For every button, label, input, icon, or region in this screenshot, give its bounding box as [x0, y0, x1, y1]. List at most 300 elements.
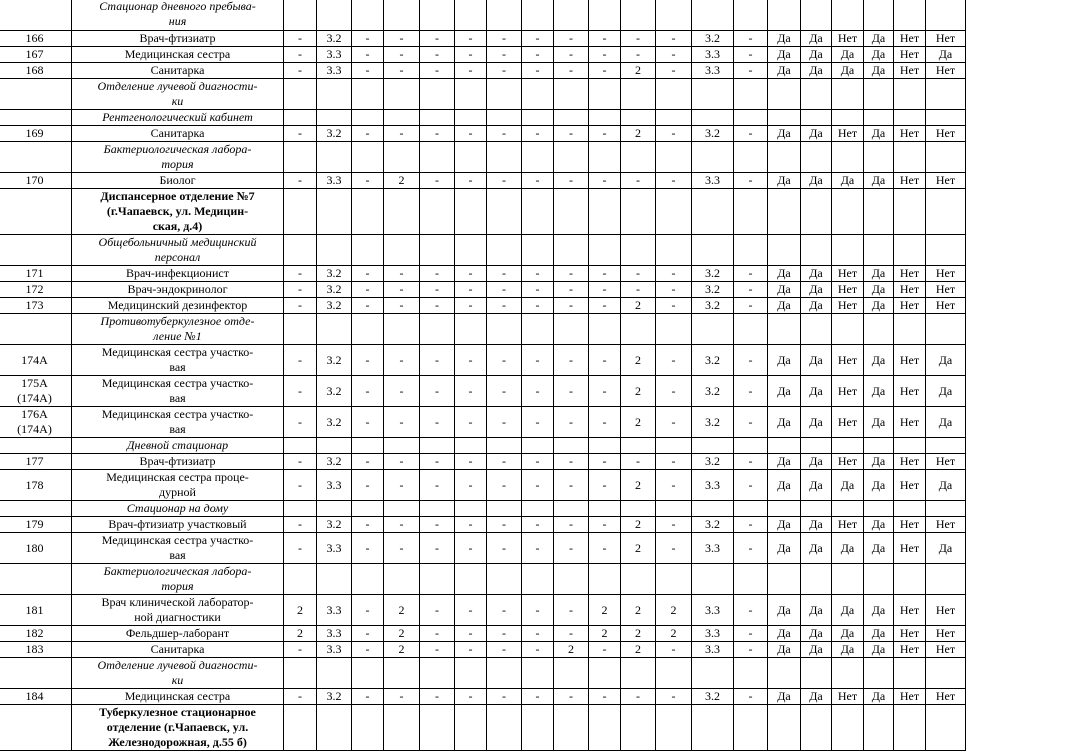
value-cell: 2 — [384, 642, 420, 658]
position-name-cell: Врач-фтизиатр — [72, 454, 284, 470]
value-cell: Да — [768, 517, 801, 533]
empty-cell — [522, 235, 554, 266]
value-cell: Да — [864, 173, 894, 189]
row-number-cell — [0, 142, 72, 173]
value-cell: - — [487, 595, 522, 626]
empty-cell — [734, 438, 768, 454]
empty-cell — [864, 564, 894, 595]
value-cell: - — [522, 470, 554, 501]
value-cell: 3.3 — [317, 173, 352, 189]
value-cell: - — [522, 47, 554, 63]
section-row — [0, 189, 966, 235]
row-number-cell — [0, 501, 72, 517]
empty-cell — [554, 235, 589, 266]
value-cell: Нет — [926, 63, 966, 79]
empty-cell — [420, 235, 455, 266]
value-cell: - — [589, 173, 621, 189]
position-name-cell: Фельдшер-лаборант — [72, 626, 284, 642]
empty-cell — [384, 79, 420, 110]
row-number-cell: 179 — [0, 517, 72, 533]
value-cell: 2 — [621, 470, 656, 501]
table-row — [0, 63, 966, 79]
value-cell: Нет — [926, 642, 966, 658]
value-cell: - — [384, 31, 420, 47]
value-cell: 3.3 — [692, 595, 734, 626]
table-row — [0, 345, 966, 376]
empty-cell — [420, 110, 455, 126]
value-cell: - — [284, 266, 317, 282]
value-cell: - — [554, 47, 589, 63]
value-cell: - — [487, 266, 522, 282]
value-cell: - — [352, 454, 384, 470]
value-cell: 3.2 — [317, 454, 352, 470]
value-cell: - — [384, 470, 420, 501]
value-cell: 3.2 — [692, 345, 734, 376]
empty-cell — [734, 79, 768, 110]
value-cell: - — [487, 126, 522, 142]
value-cell: 2 — [621, 407, 656, 438]
row-number-cell: 183 — [0, 642, 72, 658]
row-number-cell: 177 — [0, 454, 72, 470]
value-cell: - — [656, 470, 692, 501]
empty-cell — [455, 110, 487, 126]
value-cell: - — [734, 31, 768, 47]
empty-cell — [864, 0, 894, 31]
value-cell: Нет — [894, 533, 926, 564]
value-cell: - — [554, 517, 589, 533]
value-cell: Нет — [894, 454, 926, 470]
empty-cell — [284, 79, 317, 110]
position-name-cell: Медицинская сестра проце- дурной — [72, 470, 284, 501]
value-cell: Да — [801, 626, 832, 642]
empty-cell — [284, 438, 317, 454]
value-cell: - — [420, 298, 455, 314]
empty-cell — [621, 79, 656, 110]
table-row — [0, 282, 966, 298]
row-number-cell — [0, 705, 72, 751]
value-cell: Нет — [926, 173, 966, 189]
empty-cell — [455, 142, 487, 173]
value-cell: 3.3 — [692, 47, 734, 63]
value-cell: - — [352, 345, 384, 376]
empty-cell — [864, 438, 894, 454]
value-cell: - — [284, 63, 317, 79]
empty-cell — [656, 438, 692, 454]
value-cell: 3.3 — [692, 642, 734, 658]
value-cell: - — [589, 282, 621, 298]
table-row — [0, 266, 966, 282]
empty-cell — [487, 79, 522, 110]
empty-cell — [554, 438, 589, 454]
value-cell: Да — [768, 595, 801, 626]
value-cell: Нет — [894, 470, 926, 501]
table-row — [0, 689, 966, 705]
position-name-cell: Врач-фтизиатр — [72, 31, 284, 47]
subsection-heading-cell: Отделение лучевой диагности- ки — [72, 658, 284, 689]
value-cell: 3.3 — [317, 63, 352, 79]
empty-cell — [621, 0, 656, 31]
value-cell: - — [352, 626, 384, 642]
value-cell: - — [554, 533, 589, 564]
empty-cell — [522, 189, 554, 235]
value-cell: Да — [768, 407, 801, 438]
empty-cell — [554, 658, 589, 689]
value-cell: Да — [864, 626, 894, 642]
value-cell: - — [656, 47, 692, 63]
empty-cell — [768, 110, 801, 126]
value-cell: - — [656, 345, 692, 376]
value-cell: Да — [926, 345, 966, 376]
value-cell: 2 — [284, 626, 317, 642]
value-cell: 2 — [284, 595, 317, 626]
value-cell: 2 — [589, 626, 621, 642]
empty-cell — [589, 705, 621, 751]
empty-cell — [801, 142, 832, 173]
value-cell: - — [455, 266, 487, 282]
empty-cell — [455, 501, 487, 517]
row-number-cell — [0, 110, 72, 126]
empty-cell — [384, 658, 420, 689]
empty-cell — [420, 658, 455, 689]
section-row — [0, 314, 966, 345]
empty-cell — [317, 658, 352, 689]
empty-cell — [554, 314, 589, 345]
empty-cell — [455, 0, 487, 31]
empty-cell — [692, 235, 734, 266]
value-cell: - — [522, 282, 554, 298]
value-cell: - — [487, 31, 522, 47]
table-row — [0, 407, 966, 438]
value-cell: - — [420, 407, 455, 438]
value-cell: Нет — [926, 126, 966, 142]
value-cell: - — [455, 282, 487, 298]
empty-cell — [734, 564, 768, 595]
value-cell: 2 — [621, 298, 656, 314]
value-cell: Да — [801, 63, 832, 79]
value-cell: - — [384, 454, 420, 470]
empty-cell — [621, 189, 656, 235]
value-cell: 2 — [621, 626, 656, 642]
row-number-cell — [0, 564, 72, 595]
empty-cell — [926, 705, 966, 751]
empty-cell — [384, 314, 420, 345]
value-cell: Да — [864, 454, 894, 470]
empty-cell — [832, 235, 864, 266]
position-name-cell: Медицинская сестра участко- вая — [72, 407, 284, 438]
empty-cell — [621, 564, 656, 595]
row-number-cell: 178 — [0, 470, 72, 501]
empty-cell — [926, 110, 966, 126]
value-cell: - — [656, 266, 692, 282]
row-number-cell: 166 — [0, 31, 72, 47]
value-cell: - — [455, 47, 487, 63]
value-cell: Да — [832, 63, 864, 79]
empty-cell — [894, 438, 926, 454]
position-name-cell: Медицинская сестра — [72, 689, 284, 705]
empty-cell — [589, 314, 621, 345]
value-cell: 2 — [656, 595, 692, 626]
value-cell: - — [734, 517, 768, 533]
empty-cell — [420, 501, 455, 517]
table-row — [0, 626, 966, 642]
empty-cell — [352, 189, 384, 235]
value-cell: - — [352, 173, 384, 189]
empty-cell — [894, 79, 926, 110]
value-cell: Нет — [832, 298, 864, 314]
value-cell: 3.3 — [317, 533, 352, 564]
empty-cell — [589, 110, 621, 126]
value-cell: - — [554, 454, 589, 470]
value-cell: Да — [864, 595, 894, 626]
empty-cell — [522, 142, 554, 173]
empty-cell — [384, 142, 420, 173]
empty-cell — [768, 235, 801, 266]
value-cell: 2 — [589, 595, 621, 626]
value-cell: - — [352, 282, 384, 298]
row-number-cell: 180 — [0, 533, 72, 564]
empty-cell — [864, 189, 894, 235]
value-cell: Да — [864, 642, 894, 658]
value-cell: Да — [801, 407, 832, 438]
value-cell: 3.2 — [317, 517, 352, 533]
value-cell: - — [284, 126, 317, 142]
value-cell: Да — [768, 454, 801, 470]
empty-cell — [420, 0, 455, 31]
empty-cell — [554, 501, 589, 517]
empty-cell — [926, 0, 966, 31]
value-cell: - — [352, 642, 384, 658]
value-cell: Да — [768, 266, 801, 282]
value-cell: 3.3 — [317, 470, 352, 501]
empty-cell — [832, 189, 864, 235]
row-number-cell: 167 — [0, 47, 72, 63]
empty-cell — [894, 142, 926, 173]
value-cell: - — [384, 63, 420, 79]
value-cell: - — [487, 47, 522, 63]
value-cell: 3.3 — [692, 63, 734, 79]
section-row — [0, 438, 966, 454]
empty-cell — [692, 189, 734, 235]
empty-cell — [352, 0, 384, 31]
empty-cell — [926, 501, 966, 517]
value-cell: Нет — [926, 298, 966, 314]
value-cell: - — [656, 63, 692, 79]
value-cell: - — [455, 689, 487, 705]
empty-cell — [284, 564, 317, 595]
value-cell: - — [352, 63, 384, 79]
empty-cell — [656, 79, 692, 110]
empty-cell — [621, 235, 656, 266]
empty-cell — [317, 564, 352, 595]
value-cell: 3.2 — [692, 689, 734, 705]
table-row — [0, 517, 966, 533]
value-cell: - — [554, 298, 589, 314]
value-cell: Нет — [894, 298, 926, 314]
empty-cell — [734, 0, 768, 31]
subsection-heading-cell: Бактериологическая лабора- тория — [72, 564, 284, 595]
value-cell: Нет — [926, 282, 966, 298]
value-cell: - — [420, 63, 455, 79]
value-cell: Нет — [894, 595, 926, 626]
empty-cell — [656, 564, 692, 595]
empty-cell — [589, 235, 621, 266]
empty-cell — [832, 142, 864, 173]
empty-cell — [384, 0, 420, 31]
row-number-cell: 181 — [0, 595, 72, 626]
empty-cell — [352, 235, 384, 266]
empty-cell — [317, 314, 352, 345]
empty-cell — [352, 110, 384, 126]
value-cell: Да — [864, 407, 894, 438]
value-cell: 3.2 — [317, 31, 352, 47]
empty-cell — [734, 705, 768, 751]
position-name-cell: Врач-фтизиатр участковый — [72, 517, 284, 533]
value-cell: Нет — [832, 266, 864, 282]
value-cell: 2 — [621, 533, 656, 564]
empty-cell — [894, 235, 926, 266]
empty-cell — [384, 564, 420, 595]
section-row — [0, 110, 966, 126]
value-cell: 3.3 — [317, 626, 352, 642]
value-cell: Да — [832, 595, 864, 626]
position-name-cell: Врач-эндокринолог — [72, 282, 284, 298]
value-cell: - — [734, 47, 768, 63]
value-cell: - — [589, 533, 621, 564]
value-cell: Нет — [926, 266, 966, 282]
empty-cell — [656, 658, 692, 689]
position-name-cell: Врач-инфекционист — [72, 266, 284, 282]
empty-cell — [768, 564, 801, 595]
value-cell: 3.2 — [317, 298, 352, 314]
value-cell: - — [734, 470, 768, 501]
empty-cell — [522, 110, 554, 126]
position-name-cell: Санитарка — [72, 63, 284, 79]
value-cell: Да — [801, 173, 832, 189]
value-cell: - — [734, 282, 768, 298]
value-cell: - — [420, 595, 455, 626]
value-cell: Да — [768, 173, 801, 189]
value-cell: - — [656, 689, 692, 705]
empty-cell — [487, 705, 522, 751]
empty-cell — [801, 314, 832, 345]
value-cell: 2 — [621, 63, 656, 79]
empty-cell — [317, 705, 352, 751]
empty-cell — [455, 235, 487, 266]
value-cell: Да — [801, 642, 832, 658]
value-cell: - — [554, 31, 589, 47]
empty-cell — [864, 235, 894, 266]
value-cell: 3.2 — [692, 376, 734, 407]
value-cell: - — [487, 407, 522, 438]
empty-cell — [317, 0, 352, 31]
value-cell: 3.2 — [692, 407, 734, 438]
empty-cell — [352, 142, 384, 173]
value-cell: Нет — [832, 689, 864, 705]
empty-cell — [926, 564, 966, 595]
value-cell: 2 — [621, 642, 656, 658]
value-cell: 2 — [621, 517, 656, 533]
value-cell: Нет — [926, 689, 966, 705]
value-cell: 3.3 — [692, 626, 734, 642]
empty-cell — [589, 0, 621, 31]
empty-cell — [317, 235, 352, 266]
value-cell: - — [734, 376, 768, 407]
value-cell: Нет — [894, 47, 926, 63]
value-cell: - — [352, 31, 384, 47]
empty-cell — [522, 314, 554, 345]
value-cell: Да — [864, 298, 894, 314]
value-cell: - — [554, 626, 589, 642]
value-cell: - — [656, 454, 692, 470]
value-cell: - — [487, 626, 522, 642]
empty-cell — [656, 705, 692, 751]
table-row — [0, 642, 966, 658]
value-cell: Нет — [832, 517, 864, 533]
value-cell: - — [420, 470, 455, 501]
value-cell: - — [589, 63, 621, 79]
value-cell: 3.2 — [692, 266, 734, 282]
value-cell: Да — [801, 454, 832, 470]
value-cell: - — [656, 642, 692, 658]
empty-cell — [589, 658, 621, 689]
empty-cell — [621, 501, 656, 517]
value-cell: - — [621, 454, 656, 470]
empty-cell — [317, 110, 352, 126]
empty-cell — [554, 705, 589, 751]
position-name-cell: Биолог — [72, 173, 284, 189]
value-cell: - — [420, 517, 455, 533]
value-cell: Нет — [832, 126, 864, 142]
value-cell: Нет — [926, 31, 966, 47]
value-cell: - — [284, 689, 317, 705]
empty-cell — [832, 438, 864, 454]
empty-cell — [801, 79, 832, 110]
value-cell: Да — [801, 282, 832, 298]
empty-cell — [284, 142, 317, 173]
empty-cell — [734, 501, 768, 517]
value-cell: Да — [768, 47, 801, 63]
value-cell: - — [352, 595, 384, 626]
empty-cell — [455, 658, 487, 689]
value-cell: Нет — [926, 517, 966, 533]
position-name-cell: Медицинская сестра — [72, 47, 284, 63]
value-cell: - — [420, 454, 455, 470]
empty-cell — [522, 501, 554, 517]
value-cell: Да — [864, 266, 894, 282]
value-cell: Да — [864, 63, 894, 79]
value-cell: - — [589, 345, 621, 376]
value-cell: - — [284, 642, 317, 658]
value-cell: - — [455, 626, 487, 642]
empty-cell — [864, 79, 894, 110]
value-cell: - — [656, 173, 692, 189]
value-cell: - — [384, 376, 420, 407]
value-cell: - — [522, 298, 554, 314]
value-cell: - — [455, 533, 487, 564]
empty-cell — [692, 314, 734, 345]
row-number-cell — [0, 0, 72, 31]
empty-cell — [522, 438, 554, 454]
value-cell: 2 — [384, 173, 420, 189]
value-cell: - — [352, 376, 384, 407]
row-number-cell: 171 — [0, 266, 72, 282]
empty-cell — [384, 501, 420, 517]
empty-cell — [768, 501, 801, 517]
empty-cell — [926, 314, 966, 345]
empty-cell — [692, 79, 734, 110]
empty-cell — [621, 438, 656, 454]
empty-cell — [455, 564, 487, 595]
